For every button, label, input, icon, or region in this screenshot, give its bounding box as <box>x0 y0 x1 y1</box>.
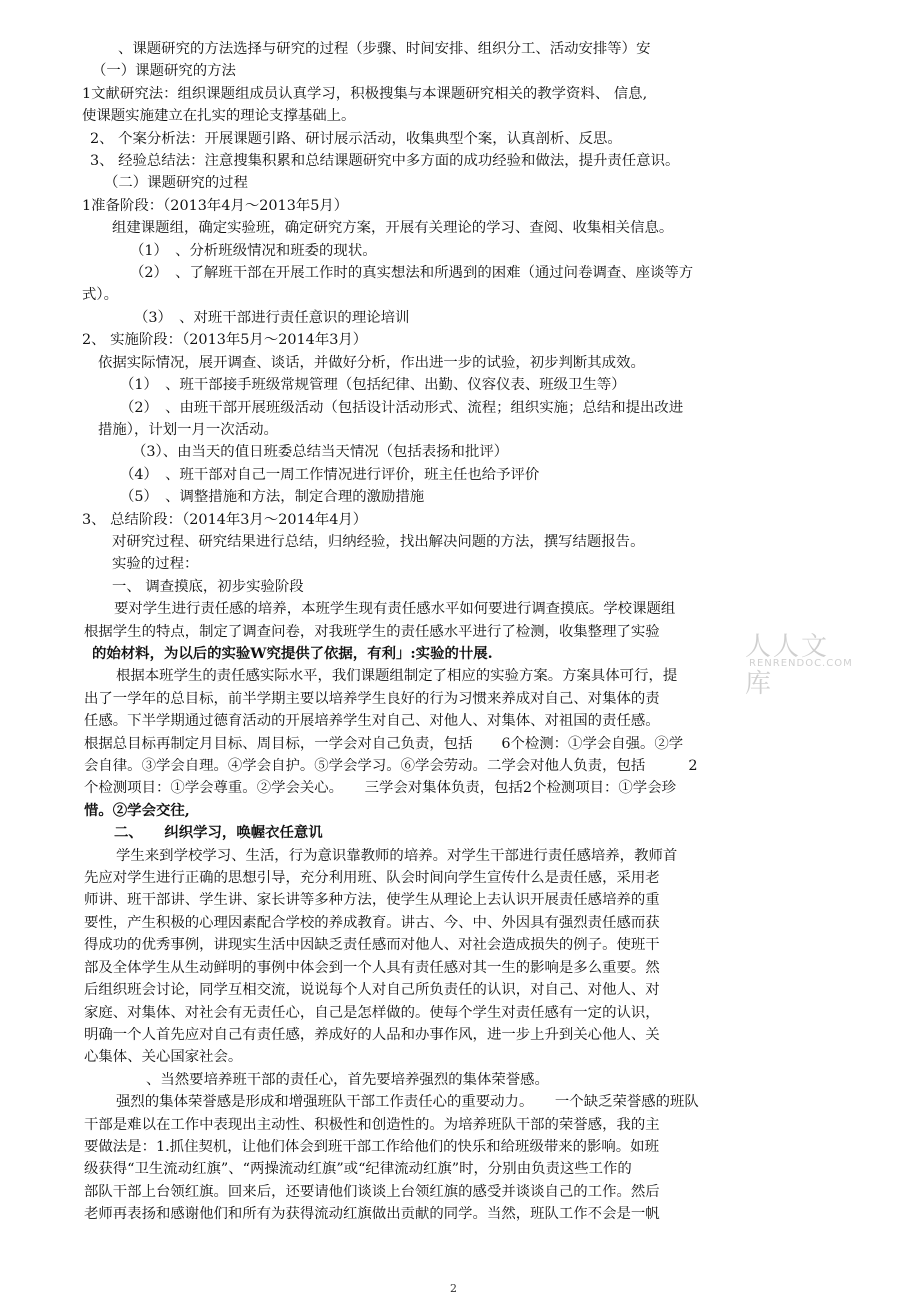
text-line: 要对学生进行责任感的培养，本班学生现有责任感水平如何要进行调查摸底。学校课题组 <box>114 601 676 617</box>
text-line: 先应对学生进行正确的思想引导，充分利用班、队会时间向学生宣传什么是责任感，采用老 <box>84 870 660 886</box>
text-line: 根据本班学生的责任感实际水平，我们课题组制定了相应的实验方案。方案具体可行，提 <box>116 668 678 684</box>
watermark-mark: 人人文库 <box>745 632 830 699</box>
text-line: 3、 经验总结法：注意搜集积累和总结课题研究中多方面的成功经验和做法，提升责任意识。 <box>90 153 680 169</box>
text-line: 干部是难以在工作中表现出主动性、积极性和创造性的。为培养班队干部的荣誉感，我的主 <box>84 1117 660 1133</box>
text-line: 出了一学年的总目标，前半学期主要以培养学生良好的行为习惯来养成对自己、对集体的责 <box>84 691 660 707</box>
text-line: 会自律。③学会自理。④学会自护。⑤学会学习。⑥学会劳动。二学会对他人负责，包括 2 <box>84 758 698 774</box>
text-line: 一、 调查摸底，初步实验阶段 <box>112 579 304 595</box>
text-line: 级获得“卫生流动红旗”、“两操流动红旗”或“纪律流动红旗”时，分别由负责这些工作的 <box>84 1161 632 1177</box>
text-line: 根据学生的特点，制定了调查问卷，对我班学生的责任感水平进行了检测，收集整理了实验 <box>84 624 660 640</box>
page-number: 2 <box>450 1282 457 1295</box>
text-line: （2） 、了解班干部在开展工作时的真实想法和所遇到的困难（通过问卷调查、座谈等方 <box>130 265 694 281</box>
text-line: 明确一个人首先应对自己有责任感，养成好的人品和办事作风，进一步上升到关心他人、关 <box>84 1027 660 1043</box>
text-line: 2、 个案分析法：开展课题引路、研讨展示活动，收集典型个案，认真剖析、反思。 <box>90 131 622 147</box>
text-line: 家庭、对集体、对社会有无责任心，自己是怎样做的。使每个学生对责任感有一定的认识， <box>84 1005 660 1021</box>
text-line: （1） 、班干部接手班级常规管理（包括纪律、出勤、仪容仪表、班级卫生等） <box>120 377 626 393</box>
text-line: 、当然要培养班干部的责任心，首先要培养强烈的集体荣誉感。 <box>146 1072 549 1088</box>
text-line: 2、 实施阶段：（2013年5月〜2014年3月） <box>82 332 368 348</box>
text-line: 依据实际情况，展开调查、谈话，并做好分析，作出进一步的试验，初步判断其成效。 <box>98 355 645 371</box>
text-line: 、课题研究的方法选择与研究的过程（步骤、时间安排、组织分工、活动安排等）安 <box>118 41 651 57</box>
text-line: 措施），计划一月一次活动。 <box>98 422 278 438</box>
text-line: 任感。下半学期通过德育活动的开展培养学生对自己、对他人、对集体、对祖国的责任感。 <box>84 713 660 729</box>
text-line: 强烈的集体荣誉感是形成和增强班队干部工作责任心的重要动力。 一个缺乏荣誉感的班队 <box>116 1094 699 1110</box>
text-line: 心集体、关心国家社会。 <box>84 1049 243 1065</box>
watermark-url: RENRENDOC.COM <box>749 658 853 669</box>
text-line: （二）课题研究的过程 <box>104 175 248 191</box>
text-line: 要性，产生积极的心理因素配合学校的养成教育。讲古、今、中、外因具有强烈责任感而获 <box>84 915 660 931</box>
text-line: （3） 、对班干部进行责任意识的理论培训 <box>134 310 410 326</box>
watermark-logo <box>745 626 853 699</box>
text-line: 要做法是：1.抓住契机，让他们体会到班干部工作给他们的快乐和给班级带来的影响。如班 <box>84 1139 659 1155</box>
text-line: 老师再表扬和感谢他们和所有为获得流动红旗做出贡献的同学。当然，班队工作不会是一帆 <box>84 1206 660 1222</box>
text-line: （5） 、调整措施和方法，制定合理的激励措施 <box>120 489 425 505</box>
text-line: 部及全体学生从生动鲜明的事例中体会到一个人具有责任感对其一生的影响是多么重要。然 <box>84 960 660 976</box>
text-line: 二、 纠织学习，唤幄衣任意讥 <box>114 824 323 841</box>
text-line: 式）。 <box>82 287 118 303</box>
text-line: （4） 、班干部对自己一周工作情况进行评价，班主任也给予评价 <box>120 467 540 483</box>
text-line: 实验的过程： <box>112 556 199 572</box>
text-line: 师讲、班干部讲、学生讲、家长讲等多种方法，使学生从理论上去认识开展责任感培养的重 <box>84 892 660 908</box>
text-line: 对研究过程、研究结果进行总结，归纳经验，找出解决问题的方法，撰写结题报告。 <box>112 534 645 550</box>
text-line: 3、 总结阶段：（2014年3月〜2014年4月） <box>82 512 368 528</box>
text-line: 根据总目标再制定月目标、周目标，一学会对自己负责，包括 6个检测：①学会自强。②学 <box>84 736 684 752</box>
text-line: 个检测项目：①学会尊重。②学会关心。 三学会对集体负责，包括2个检测项目：①学会珍 <box>84 780 676 796</box>
text-line: （一）课题研究的方法 <box>92 63 236 79</box>
text-line: 惜。②学会交往, <box>84 802 190 819</box>
text-line: 部队干部上台领红旗。回来后，还要请他们谈谈上台领红旗的感受并谈谈自己的工作。然后 <box>84 1184 660 1200</box>
text-line: 1准备阶段：（2013年4月〜2013年5月） <box>82 198 349 214</box>
text-line: 学生来到学校学习、生活，行为意识靠教师的培养。对学生干部进行责任感培养，教师首 <box>116 848 678 864</box>
text-line: 组建课题组，确定实验班，确定研究方案，开展有关理论的学习、查阅、收集相关信息。 <box>112 220 674 236</box>
text-line: （3）、由当天的值日班委总结当天情况（包括表扬和批评） <box>132 444 509 460</box>
text-line: 的始材料，为以后的实验W究提供了依据，有利」:实验的卄展. <box>92 645 493 662</box>
text-line: 后组织班会讨论，同学互相交流，说说每个人对自己所负责任的认识，对自己、对他人、对 <box>84 982 660 998</box>
text-line: （1） 、分析班级情况和班委的现状。 <box>130 243 377 259</box>
text-line: 使课题实施建立在扎实的理论支撑基础上。 <box>82 108 356 124</box>
text-line: 得成功的优秀事例，讲现实生活中因缺乏责任感而对他人、对社会造成损失的例子。使班干 <box>84 937 660 953</box>
text-line: （2） 、由班干部开展班级活动（包括设计活动形式、流程；组织实施；总结和提出改进 <box>120 400 684 416</box>
text-line: 1文献研究法：组织课题组成员认真学习，积极搜集与本课题研究相关的教学资料、 信息, <box>82 86 648 102</box>
